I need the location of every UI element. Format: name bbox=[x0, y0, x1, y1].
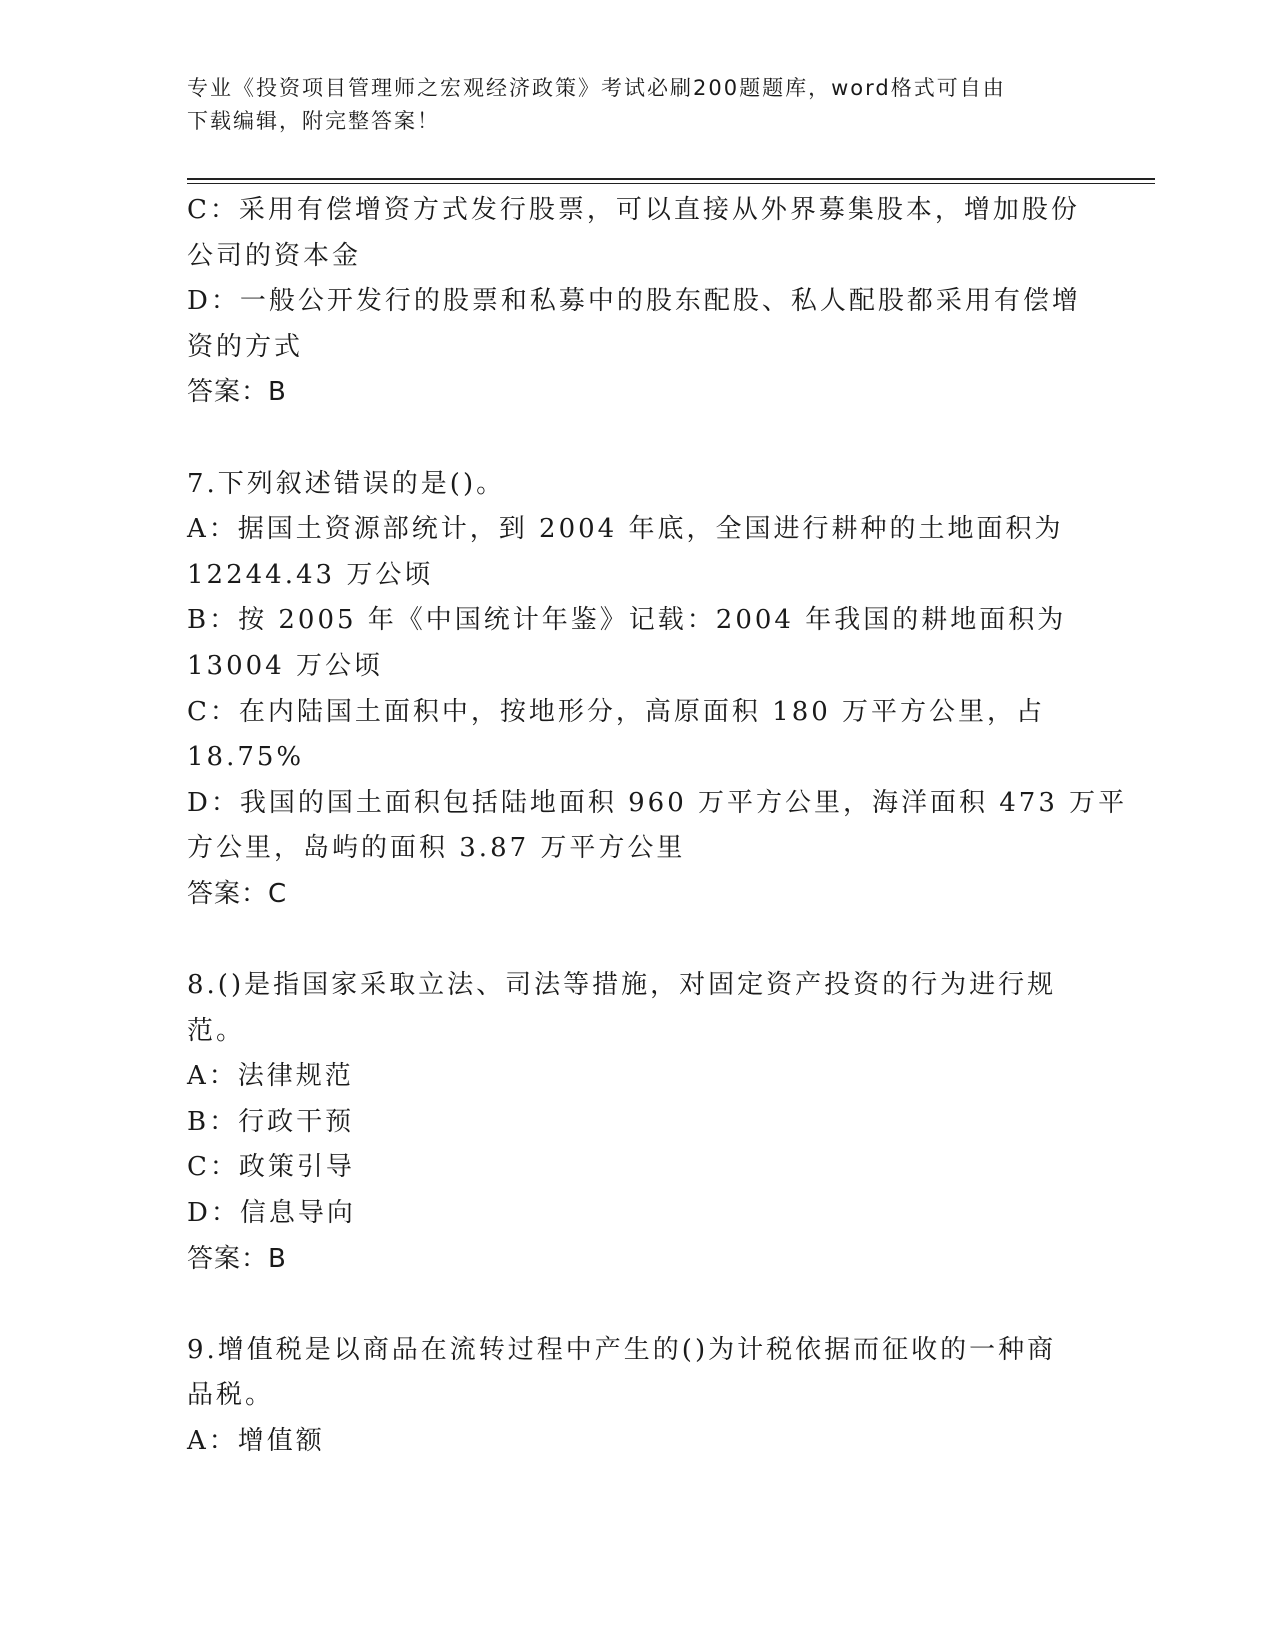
question-8-option-b: B：行政干预 bbox=[187, 1106, 355, 1137]
option-c-line: 公司的资本金 bbox=[187, 240, 362, 271]
spacer bbox=[187, 1282, 1087, 1328]
question-8-option-d: D：信息导向 bbox=[187, 1198, 356, 1229]
question-7-stem: 7.下列叙述错误的是()。 bbox=[187, 468, 506, 499]
question-7-option-b: 13004 万公顷 bbox=[187, 650, 383, 681]
question-8-stem: 范。 bbox=[187, 1015, 246, 1046]
document-body bbox=[187, 188, 1128, 1465]
spacer bbox=[187, 416, 1087, 462]
header-divider-thin bbox=[187, 183, 1155, 184]
question-9-option-a: A：增值额 bbox=[187, 1426, 325, 1457]
option-c-line: C：采用有偿增资方式发行股票，可以直接从外界募集股本，增加股份 bbox=[187, 195, 1080, 225]
question-8-answer: 答案：B bbox=[187, 1243, 287, 1274]
spacer bbox=[187, 918, 1087, 964]
header-divider-thick bbox=[187, 178, 1155, 180]
question-8-stem: 8.()是指国家采取立法、司法等措施，对固定资产投资的行为进行规 bbox=[187, 970, 1057, 1001]
question-7-answer: 答案：C bbox=[187, 878, 288, 909]
question-7-option-c: C：在内陆国土面积中，按地形分，高原面积 180 万平方公里，占 bbox=[187, 696, 1046, 727]
header-line: 专业《投资项目管理师之宏观经济政策》考试必刷200题题库，word格式可自由 bbox=[187, 76, 1006, 100]
header-line: 下载编辑，附完整答案！ bbox=[187, 109, 440, 133]
question-7-option-a: A：据国土资源部统计，到 2004 年底，全国进行耕种的土地面积为 bbox=[187, 514, 1064, 545]
question-7-option-a: 12244.43 万公顷 bbox=[187, 559, 434, 590]
document-header bbox=[187, 72, 1067, 138]
question-8-option-a: A：法律规范 bbox=[187, 1061, 354, 1092]
option-d-line: 资的方式 bbox=[187, 331, 304, 362]
option-d-line: D：一般公开发行的股票和私募中的股东配股、私人配股都采用有偿增 bbox=[187, 286, 1081, 317]
question-9-stem: 品税。 bbox=[187, 1380, 275, 1411]
question-7-option-d: D：我国的国土面积包括陆地面积 960 万平方公里，海洋面积 473 万平 bbox=[187, 787, 1128, 818]
question-8-option-c: C：政策引导 bbox=[187, 1152, 355, 1183]
question-7-option-c: 18.75% bbox=[187, 742, 305, 773]
question-7-option-d: 方公里，岛屿的面积 3.87 万平方公里 bbox=[187, 833, 686, 864]
answer-line: 答案：B bbox=[187, 377, 287, 408]
question-9-stem: 9.增值税是以商品在流转过程中产生的()为计税依据而征收的一种商 bbox=[187, 1334, 1057, 1365]
question-7-option-b: B：按 2005 年《中国统计年鉴》记载：2004 年我国的耕地面积为 bbox=[187, 605, 1067, 636]
